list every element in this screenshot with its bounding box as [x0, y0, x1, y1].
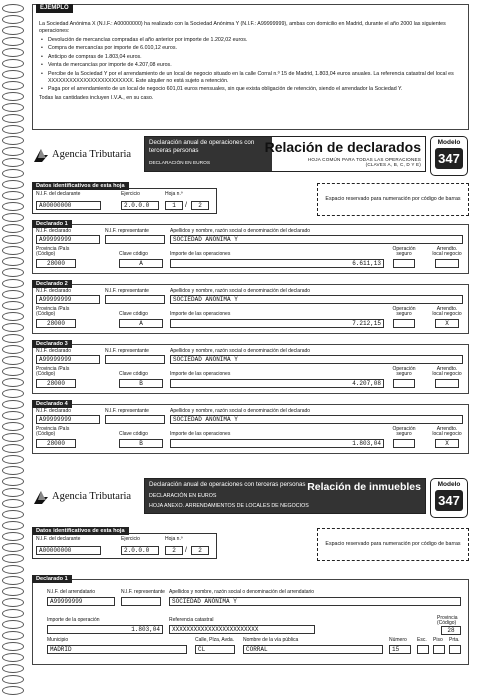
spiral-ring — [2, 499, 24, 508]
spiral-ring — [2, 279, 24, 288]
operacion-label: Operación — [392, 246, 416, 252]
local-negocio-label: local negocio — [432, 371, 462, 377]
apellidos-label: Apellidos y nombre, razón social o denominación del arrendatario — [169, 589, 315, 595]
barcode-area: Espacio reservado para numeración por código de barras — [317, 528, 469, 561]
spiral-ring — [2, 422, 24, 431]
codigo-label: (Código) — [36, 251, 56, 257]
spiral-ring — [2, 510, 24, 519]
provincia-field[interactable]: 28000 — [36, 319, 76, 328]
clave-label: Clave código — [119, 311, 148, 317]
provincia-label: Provincia /País — [36, 366, 70, 372]
form1-subtitle — [308, 157, 421, 167]
arrendamiento-field[interactable] — [435, 259, 459, 268]
seguro-field[interactable] — [393, 259, 415, 268]
ident-tab: Datos identificativos de esta hoja — [32, 182, 129, 190]
provincia-label: Provincia — [437, 615, 458, 621]
provincia-label: Provincia /País — [36, 246, 70, 252]
form2-main-title: Relación de inmuebles — [307, 481, 421, 493]
apellidos-label: Apellidos y nombre, razón social o denominación del declarado — [170, 408, 311, 414]
codigo-label: (Código) — [36, 431, 56, 437]
hoja-separator: / — [185, 202, 187, 209]
hoja-label: Hoja n.º — [165, 536, 183, 542]
provincia-field[interactable]: 28000 — [36, 439, 76, 448]
spiral-ring — [2, 290, 24, 299]
hoja-label: Hoja n.º — [165, 191, 183, 197]
arrendamiento-field[interactable]: X — [435, 439, 459, 448]
via-label: Nombre de la vía pública — [243, 637, 299, 643]
spiral-ring — [2, 15, 24, 24]
clave-field[interactable]: B — [119, 439, 163, 448]
spiral-ring — [2, 477, 24, 486]
spiral-ring — [2, 686, 24, 695]
agency-logo — [32, 146, 142, 164]
spiral-ring — [2, 455, 24, 464]
arrendamiento-field[interactable] — [435, 379, 459, 388]
ref-catastral-label: Referencia catastral — [169, 617, 214, 623]
spiral-ring — [2, 169, 24, 178]
seguro-label: seguro — [396, 371, 412, 377]
form2-title-block — [144, 478, 426, 514]
apellidos-label: Apellidos y nombre, razón social o denominación del declarado — [170, 228, 311, 234]
spiral-ring — [2, 466, 24, 475]
spiral-ring — [2, 488, 24, 497]
hoja-field[interactable]: 1 — [165, 201, 183, 210]
spiral-ring — [2, 565, 24, 574]
spiral-ring — [2, 675, 24, 684]
seguro-label: seguro — [396, 251, 412, 257]
apellidos-field[interactable]: SOCIEDAD ANÓNIMA Y — [170, 295, 463, 304]
list-item: • Compra de mercancías por importe de 6.010,12 euros. — [39, 45, 462, 52]
spiral-ring — [2, 301, 24, 310]
pta-field[interactable] — [449, 645, 461, 654]
pta-label: Prta. — [449, 637, 460, 643]
clave-label: Clave código — [119, 371, 148, 377]
nif-declarante-label: N.I.F. del declarante — [36, 191, 81, 197]
arrendto-label: Arrendto. — [436, 306, 458, 312]
importe-label: Importe de las operaciones — [170, 371, 231, 377]
ejercicio-field[interactable]: 2.0.0.0 — [121, 201, 159, 210]
spiral-binding — [0, 0, 26, 693]
model-label: Modelo — [437, 139, 461, 146]
document-page — [28, 0, 473, 693]
provincia-label: Provincia /País — [36, 426, 70, 432]
declarado-tab: Declarado 2 — [32, 280, 72, 288]
hoja-total-field[interactable]: 2 — [191, 201, 209, 210]
model-label: Modelo — [437, 481, 461, 488]
spiral-ring — [2, 114, 24, 123]
form2-ident — [32, 527, 217, 561]
declarado-tab: Declarado 1 — [32, 575, 72, 583]
decl-title-line2: terceras personas — [149, 147, 199, 154]
spiral-ring — [2, 631, 24, 640]
nif-declarado-field[interactable]: A99999999 — [36, 355, 100, 364]
ejercicio-field[interactable]: 2.0.0.0 — [121, 546, 159, 555]
list-item: • Anticipo de compras de 1.803,04 euros. — [39, 54, 462, 61]
declarado-block — [32, 281, 469, 334]
nif-declarado-field[interactable]: A99999999 — [36, 235, 100, 244]
agency-logo-icon — [32, 146, 50, 164]
spiral-ring — [2, 92, 24, 101]
ident-tab: Datos identificativos de esta hoja — [32, 527, 129, 535]
nif-declarado-label: N.I.F. declarado — [36, 288, 72, 294]
list-item: • Devolución de mercancías compradas el año anterior por importe de 1.202,02 euros. — [39, 37, 462, 44]
spiral-ring — [2, 213, 24, 222]
importe-field[interactable]: 1.803,04 — [170, 439, 384, 448]
nif-declarante-field[interactable]: A00000000 — [36, 546, 101, 555]
spiral-ring — [2, 521, 24, 530]
codigo-label: (Código) — [36, 371, 56, 377]
spiral-ring — [2, 257, 24, 266]
nif-declarado-label: N.I.F. declarado — [36, 228, 72, 234]
spiral-ring — [2, 48, 24, 57]
declarado-block — [32, 221, 469, 274]
spiral-ring — [2, 224, 24, 233]
spiral-ring — [2, 334, 24, 343]
declarado-tab: Declarado 4 — [32, 400, 72, 408]
spiral-ring — [2, 103, 24, 112]
spiral-ring — [2, 158, 24, 167]
nif-declarado-field[interactable]: A99999999 — [36, 295, 100, 304]
spiral-ring — [2, 576, 24, 585]
form2-header — [32, 478, 469, 518]
form1-main-title: Relación de declarados — [264, 139, 421, 155]
importe-field[interactable]: 4.207,08 — [170, 379, 384, 388]
spiral-ring — [2, 235, 24, 244]
spiral-ring — [2, 268, 24, 277]
nif-representante-label: N.I.F. representante — [105, 348, 149, 354]
arrendto-label: Arrendto. — [436, 426, 458, 432]
spiral-ring — [2, 378, 24, 387]
esc-label: Esc. — [417, 637, 427, 643]
ident-frame — [32, 533, 217, 559]
spiral-ring — [2, 180, 24, 189]
list-item: • Paga por el arrendamiento de un local de negocio 601,01 euros mensuales, sin que exista obligación de retención, siendo el arrendador la Sociedad Y. — [39, 86, 462, 93]
nif-declarante-field[interactable]: A00000000 — [36, 201, 101, 210]
spiral-ring — [2, 136, 24, 145]
spiral-ring — [2, 543, 24, 552]
provincia-field[interactable]: 28000 — [36, 259, 76, 268]
decl-title-line3: DECLARACIÓN EN EUROS — [149, 161, 211, 166]
spiral-ring — [2, 81, 24, 90]
model-box — [430, 136, 468, 176]
apellidos-field[interactable]: SOCIEDAD ANÓNIMA Y — [169, 597, 461, 606]
nif-representante-label: N.I.F. representante — [105, 408, 149, 414]
spiral-ring — [2, 202, 24, 211]
spiral-ring — [2, 587, 24, 596]
calle-label: Calle, Plza, Avda. — [195, 637, 235, 643]
declarado-block — [32, 401, 469, 454]
decl-title-line1: Declaración anual de operaciones con — [149, 139, 255, 146]
nif-declarado-field[interactable]: A99999999 — [36, 415, 100, 424]
ident-frame — [32, 188, 217, 214]
agency-name: Agencia Tributaria — [52, 491, 132, 502]
ejercicio-label: Ejercicio — [121, 191, 140, 197]
spiral-ring — [2, 191, 24, 200]
importe-label: Importe de las operaciones — [170, 311, 231, 317]
local-negocio-label: local negocio — [432, 431, 462, 437]
spiral-ring — [2, 125, 24, 134]
nif-representante-field[interactable] — [105, 355, 165, 364]
barcode-area: Espacio reservado para numeración por código de barras — [317, 183, 469, 216]
nif-declarante-label: N.I.F. del declarante — [36, 536, 81, 542]
calle-field[interactable]: CL — [195, 645, 235, 654]
spiral-ring — [2, 389, 24, 398]
numero-field[interactable]: 15 — [389, 645, 411, 654]
apellidos-field[interactable]: SOCIEDAD ANÓNIMA Y — [170, 235, 463, 244]
importe-field[interactable]: 7.212,15 — [170, 319, 384, 328]
spiral-ring — [2, 246, 24, 255]
agency-name: Agencia Tributaria — [52, 149, 132, 160]
form1-header — [32, 136, 469, 176]
provincia-code-label: (Código) — [437, 620, 457, 626]
apellidos-label: Apellidos y nombre, razón social o denominación del declarado — [170, 288, 311, 294]
nif-representante-field[interactable] — [105, 235, 165, 244]
arrendamiento-field[interactable]: X — [435, 319, 459, 328]
clave-field[interactable]: B — [119, 379, 163, 388]
spiral-ring — [2, 400, 24, 409]
seguro-field[interactable] — [393, 319, 415, 328]
hoja-separator: / — [185, 547, 187, 554]
form1-ident — [32, 182, 217, 216]
spiral-ring — [2, 59, 24, 68]
nif-declarado-label: N.I.F. declarado — [36, 348, 72, 354]
example-footer: Todas las cantidades incluyen I.V.A., en su caso. — [39, 94, 154, 101]
spiral-ring — [2, 642, 24, 651]
provincia-field[interactable]: 28000 — [36, 379, 76, 388]
spiral-ring — [2, 147, 24, 156]
importe-field[interactable]: 6.611,13 — [170, 259, 384, 268]
example-list — [39, 37, 462, 94]
spiral-ring — [2, 620, 24, 629]
agency-logo-icon — [32, 488, 50, 506]
spiral-ring — [2, 367, 24, 376]
decl-title-line2: DECLARACIÓN EN EUROS — [149, 493, 217, 499]
form1-title-block — [144, 136, 426, 172]
clave-label: Clave código — [119, 431, 148, 437]
declarado-block — [32, 341, 469, 394]
local-negocio-label: local negocio — [432, 251, 462, 257]
operacion-label: Operación — [392, 306, 416, 312]
spiral-ring — [2, 4, 24, 13]
nif-representante-label: N.I.F. representante — [105, 228, 149, 234]
example-tag: EJEMPLO — [36, 4, 73, 13]
spiral-ring — [2, 532, 24, 541]
seguro-field[interactable] — [393, 439, 415, 448]
importe-label: Importe de las operaciones — [170, 251, 231, 257]
piso-label: Piso — [433, 637, 443, 643]
apellidos-field[interactable]: SOCIEDAD ANÓNIMA Y — [170, 415, 463, 424]
nif-arrendatario-label: N.I.F. del arrendatario — [47, 589, 96, 595]
apellidos-field[interactable]: SOCIEDAD ANÓNIMA Y — [170, 355, 463, 364]
list-item: • Venta de mercancías por importe de 4.207,08 euros. — [39, 62, 462, 69]
arrendto-label: Arrendto. — [436, 366, 458, 372]
operacion-label: Operación — [392, 366, 416, 372]
nif-representante-field[interactable] — [105, 295, 165, 304]
nif-representante-label: N.I.F. representante — [105, 288, 149, 294]
form1-sub-line2: (CLAVES A, B, C, D Y E) — [365, 162, 421, 167]
nif-representante-label: N.I.F. representante — [121, 589, 165, 595]
via-field[interactable]: CORRAL — [243, 645, 383, 654]
seguro-label: seguro — [396, 431, 412, 437]
apellidos-label: Apellidos y nombre, razón social o denominación del declarado — [170, 348, 311, 354]
importe-label: Importe de la operación — [47, 617, 100, 623]
spiral-ring — [2, 37, 24, 46]
provincia-label: Provincia /País — [36, 306, 70, 312]
decl-title-line1: Declaración anual de operaciones con terceras personas — [149, 481, 306, 488]
provincia-field[interactable]: 28 — [441, 626, 461, 635]
operacion-label: Operación — [392, 426, 416, 432]
spiral-ring — [2, 554, 24, 563]
numero-label: Número — [389, 637, 407, 643]
municipio-field[interactable]: MADRID — [47, 645, 187, 654]
spiral-ring — [2, 345, 24, 354]
local-negocio-label: local negocio — [432, 311, 462, 317]
esc-field[interactable] — [417, 645, 429, 654]
form1-sub-line1: HOJA COMÚN PARA TODAS LAS OPERACIONES — [307, 157, 421, 162]
hoja-total-field[interactable]: 2 — [191, 546, 209, 555]
form1-title-dark — [145, 137, 272, 171]
spiral-ring — [2, 323, 24, 332]
piso-field[interactable] — [433, 645, 445, 654]
spiral-ring — [2, 664, 24, 673]
codigo-label: (Código) — [36, 311, 56, 317]
seguro-field[interactable] — [393, 379, 415, 388]
nif-representante-field[interactable] — [105, 415, 165, 424]
spiral-ring — [2, 411, 24, 420]
ref-catastral-field[interactable]: XXXXXXXXXXXXXXXXXXXXXXXX — [169, 625, 315, 634]
ejercicio-label: Ejercicio — [121, 536, 140, 542]
importe-field[interactable]: 1.803,04 — [47, 625, 163, 634]
spiral-ring — [2, 598, 24, 607]
agency-logo — [32, 488, 142, 506]
decl-title-line3: HOJA ANEXO. ARRENDAMIENTOS DE LOCALES DE NEGOCIOS — [149, 503, 309, 509]
inmueble-declarado — [32, 576, 469, 665]
municipio-label: Municipio — [47, 637, 69, 643]
model-box — [430, 478, 468, 518]
spiral-ring — [2, 356, 24, 365]
arrendto-label: Arrendto. — [436, 246, 458, 252]
nif-arrendatario-field[interactable]: A99999999 — [47, 597, 115, 606]
nif-representante-field[interactable] — [121, 597, 161, 606]
spiral-ring — [2, 433, 24, 442]
model-number: 347 — [435, 148, 463, 169]
spiral-ring — [2, 444, 24, 453]
spiral-ring — [2, 312, 24, 321]
clave-field[interactable]: A — [119, 259, 163, 268]
example-box — [32, 4, 469, 130]
seguro-label: seguro — [396, 311, 412, 317]
spiral-ring — [2, 70, 24, 79]
clave-label: Clave código — [119, 251, 148, 257]
declarado-tab: Declarado 1 — [32, 220, 72, 228]
nif-declarado-label: N.I.F. declarado — [36, 408, 72, 414]
declarado-tab: Declarado 3 — [32, 340, 72, 348]
list-item: • Percibe de la Sociedad Y por el arrendamiento de un local de negocio situado en la calle Corral n.º 15 de Madrid, 1.803,04 euros anuales. La referencia catastral del local es XXXXXXXXXXXXXXXXXXXXXXXX. Este alquiler no está sujeto a retención. — [39, 71, 462, 85]
spiral-ring — [2, 26, 24, 35]
example-body — [39, 21, 462, 102]
spiral-ring — [2, 653, 24, 662]
example-intro: La Sociedad Anónima X (N.I.F.: A00000000) ha realizado con la Sociedad Anónima Y (N.I.F.: A99999999), ambas con domicilio en Madrid, durante el año 2000 las siguientes operaciones: — [39, 21, 446, 35]
model-number: 347 — [435, 490, 463, 511]
importe-label: Importe de las operaciones — [170, 431, 231, 437]
hoja-field[interactable]: 2 — [165, 546, 183, 555]
spiral-ring — [2, 609, 24, 618]
clave-field[interactable]: A — [119, 319, 163, 328]
